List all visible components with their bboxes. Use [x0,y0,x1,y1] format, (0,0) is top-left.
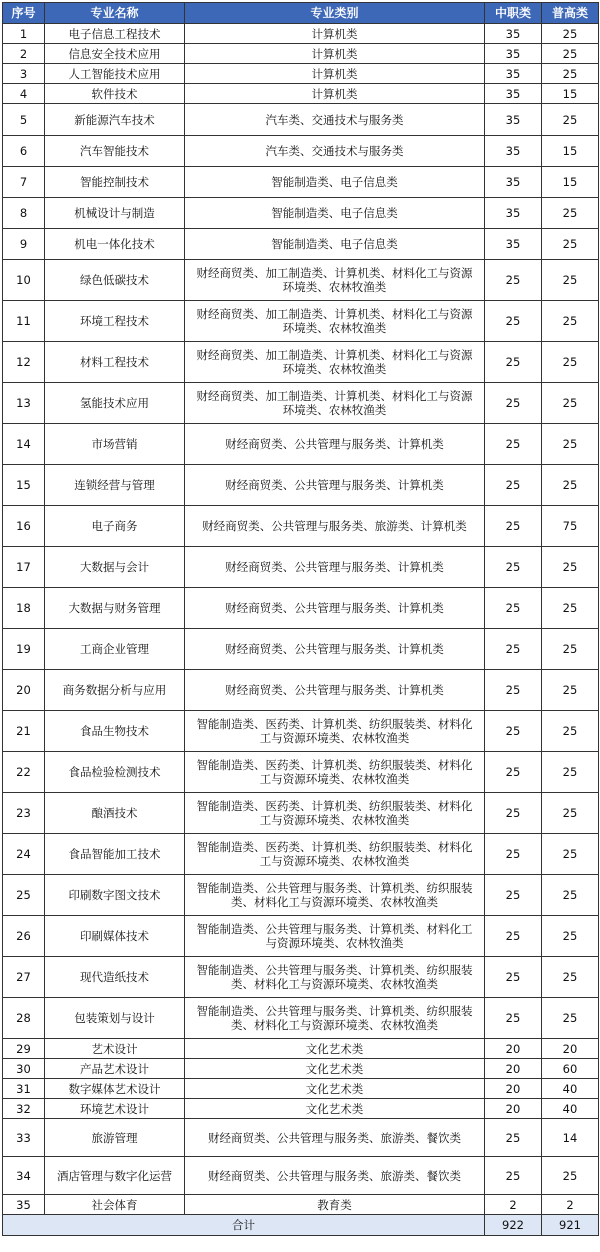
row-general: 25 [542,424,599,465]
row-major-category: 财经商贸类、公共管理与服务类、旅游类、餐饮类 [185,1119,485,1157]
row-index: 33 [3,1119,45,1157]
table-row [3,547,599,588]
table-row [3,1079,599,1099]
table-row [3,84,599,104]
row-major-category: 计算机类 [185,84,485,104]
row-major-category: 智能制造类、公共管理与服务类、计算机类、纺织服装类、材料化工与资源环境类、农林牧渔类 [185,998,485,1039]
row-major-category: 智能制造类、医药类、计算机类、纺织服装类、材料化工与资源环境类、农林牧渔类 [185,711,485,752]
table-row [3,711,599,752]
row-vocational: 35 [485,229,542,260]
table-row [3,629,599,670]
row-index: 14 [3,424,45,465]
row-general: 25 [542,793,599,834]
row-major-category: 财经商贸类、公共管理与服务类、旅游类、计算机类 [185,506,485,547]
row-index: 16 [3,506,45,547]
row-major-name: 连锁经营与管理 [45,465,185,506]
table-row [3,44,599,64]
row-general: 25 [542,834,599,875]
row-general: 25 [542,1157,599,1195]
row-major-name: 包装策划与设计 [45,998,185,1039]
row-general: 25 [542,342,599,383]
row-major-name: 印刷媒体技术 [45,916,185,957]
row-vocational: 35 [485,44,542,64]
row-index: 17 [3,547,45,588]
row-vocational: 25 [485,752,542,793]
row-major-category: 智能制造类、公共管理与服务类、计算机类、材料化工与资源环境类、农林牧渔类 [185,916,485,957]
row-general: 15 [542,84,599,104]
row-index: 10 [3,260,45,301]
total-vocational: 922 [485,1215,542,1236]
header-index: 序号 [3,3,45,24]
row-general: 60 [542,1059,599,1079]
row-major-category: 财经商贸类、公共管理与服务类、旅游类、餐饮类 [185,1157,485,1195]
row-vocational: 25 [485,465,542,506]
table-row [3,104,599,136]
table-row [3,465,599,506]
row-general: 2 [542,1195,599,1215]
row-vocational: 25 [485,998,542,1039]
row-vocational: 35 [485,24,542,44]
row-vocational: 25 [485,875,542,916]
row-major-category: 财经商贸类、公共管理与服务类、计算机类 [185,588,485,629]
row-general: 25 [542,301,599,342]
row-vocational: 20 [485,1079,542,1099]
row-index: 34 [3,1157,45,1195]
row-major-name: 氢能技术应用 [45,383,185,424]
row-index: 28 [3,998,45,1039]
row-index: 6 [3,136,45,167]
header-major-category: 专业类别 [185,3,485,24]
row-major-name: 酒店管理与数字化运营 [45,1157,185,1195]
row-general: 25 [542,752,599,793]
row-index: 1 [3,24,45,44]
row-major-name: 绿色低碳技术 [45,260,185,301]
table-row [3,260,599,301]
row-index: 9 [3,229,45,260]
row-major-name: 电子信息工程技术 [45,24,185,44]
table-row [3,229,599,260]
row-major-category: 财经商贸类、加工制造类、计算机类、材料化工与资源环境类、农林牧渔类 [185,301,485,342]
row-index: 21 [3,711,45,752]
row-vocational: 25 [485,260,542,301]
row-vocational: 25 [485,506,542,547]
row-major-category: 教育类 [185,1195,485,1215]
row-vocational: 35 [485,167,542,198]
row-vocational: 20 [485,1059,542,1079]
row-vocational: 35 [485,84,542,104]
row-major-name: 环境艺术设计 [45,1099,185,1119]
row-major-name: 机电一体化技术 [45,229,185,260]
row-index: 12 [3,342,45,383]
row-major-category: 智能制造类、电子信息类 [185,167,485,198]
row-general: 40 [542,1079,599,1099]
table-header-row [3,3,599,24]
row-index: 23 [3,793,45,834]
row-major-name: 产品艺术设计 [45,1059,185,1079]
table-row [3,64,599,84]
row-major-category: 财经商贸类、公共管理与服务类、计算机类 [185,670,485,711]
row-major-category: 财经商贸类、加工制造类、计算机类、材料化工与资源环境类、农林牧渔类 [185,383,485,424]
table-row [3,834,599,875]
row-index: 31 [3,1079,45,1099]
row-major-name: 现代造纸技术 [45,957,185,998]
row-major-category: 智能制造类、公共管理与服务类、计算机类、纺织服装类、材料化工与资源环境类、农林牧渔类 [185,957,485,998]
row-vocational: 25 [485,629,542,670]
row-vocational: 35 [485,104,542,136]
row-major-category: 计算机类 [185,64,485,84]
row-major-category: 文化艺术类 [185,1079,485,1099]
row-major-name: 软件技术 [45,84,185,104]
row-index: 24 [3,834,45,875]
row-index: 4 [3,84,45,104]
row-general: 25 [542,64,599,84]
row-vocational: 25 [485,1119,542,1157]
row-vocational: 35 [485,198,542,229]
table-body [3,24,599,1215]
row-major-name: 材料工程技术 [45,342,185,383]
header-vocational: 中职类 [485,3,542,24]
row-major-category: 文化艺术类 [185,1039,485,1059]
row-major-category: 文化艺术类 [185,1059,485,1079]
row-vocational: 20 [485,1099,542,1119]
row-general: 25 [542,104,599,136]
row-index: 32 [3,1099,45,1119]
row-index: 30 [3,1059,45,1079]
row-general: 25 [542,670,599,711]
row-general: 25 [542,547,599,588]
row-index: 8 [3,198,45,229]
row-major-category: 智能制造类、医药类、计算机类、纺织服装类、材料化工与资源环境类、农林牧渔类 [185,834,485,875]
row-major-name: 旅游管理 [45,1119,185,1157]
row-general: 15 [542,136,599,167]
row-major-category: 智能制造类、电子信息类 [185,198,485,229]
row-index: 35 [3,1195,45,1215]
row-major-category: 智能制造类、公共管理与服务类、计算机类、纺织服装类、材料化工与资源环境类、农林牧渔类 [185,875,485,916]
row-vocational: 25 [485,834,542,875]
row-vocational: 25 [485,1157,542,1195]
table-row [3,136,599,167]
row-major-name: 市场营销 [45,424,185,465]
row-general: 25 [542,588,599,629]
row-general: 15 [542,167,599,198]
row-general: 25 [542,629,599,670]
row-major-category: 财经商贸类、公共管理与服务类、计算机类 [185,424,485,465]
row-major-category: 汽车类、交通技术与服务类 [185,104,485,136]
table-row [3,916,599,957]
row-index: 29 [3,1039,45,1059]
row-vocational: 25 [485,342,542,383]
row-major-name: 印刷数字图文技术 [45,875,185,916]
table-row [3,1119,599,1157]
row-general: 25 [542,916,599,957]
row-vocational: 35 [485,136,542,167]
row-index: 3 [3,64,45,84]
table-row [3,342,599,383]
table-row [3,506,599,547]
row-major-name: 人工智能技术应用 [45,64,185,84]
table-row [3,383,599,424]
row-vocational: 25 [485,383,542,424]
row-major-name: 食品生物技术 [45,711,185,752]
row-index: 26 [3,916,45,957]
row-general: 25 [542,44,599,64]
row-vocational: 25 [485,793,542,834]
table-row [3,301,599,342]
row-major-category: 智能制造类、医药类、计算机类、纺织服装类、材料化工与资源环境类、农林牧渔类 [185,793,485,834]
row-major-name: 电子商务 [45,506,185,547]
row-index: 11 [3,301,45,342]
header-general: 普高类 [542,3,599,24]
row-general: 25 [542,24,599,44]
table-row [3,957,599,998]
row-vocational: 25 [485,588,542,629]
table-row [3,1195,599,1215]
row-major-category: 智能制造类、电子信息类 [185,229,485,260]
row-vocational: 25 [485,547,542,588]
row-index: 27 [3,957,45,998]
row-vocational: 2 [485,1195,542,1215]
row-index: 7 [3,167,45,198]
table-row [3,1059,599,1079]
row-major-name: 工商企业管理 [45,629,185,670]
row-vocational: 20 [485,1039,542,1059]
row-index: 25 [3,875,45,916]
table-row [3,670,599,711]
row-index: 19 [3,629,45,670]
row-major-name: 机械设计与制造 [45,198,185,229]
row-index: 15 [3,465,45,506]
header-major-name: 专业名称 [45,3,185,24]
row-major-category: 计算机类 [185,44,485,64]
table-row [3,1157,599,1195]
total-label: 合计 [3,1215,485,1236]
enrollment-table [2,2,599,1236]
table-row [3,167,599,198]
row-vocational: 25 [485,916,542,957]
row-vocational: 25 [485,301,542,342]
row-general: 25 [542,229,599,260]
row-major-category: 财经商贸类、公共管理与服务类、计算机类 [185,547,485,588]
row-vocational: 25 [485,711,542,752]
row-vocational: 25 [485,670,542,711]
table-row [3,875,599,916]
row-general: 75 [542,506,599,547]
table-row [3,588,599,629]
row-major-category: 汽车类、交通技术与服务类 [185,136,485,167]
total-row [3,1215,599,1236]
row-major-name: 新能源汽车技术 [45,104,185,136]
row-general: 25 [542,198,599,229]
row-major-category: 智能制造类、医药类、计算机类、纺织服装类、材料化工与资源环境类、农林牧渔类 [185,752,485,793]
row-index: 5 [3,104,45,136]
row-general: 25 [542,998,599,1039]
table-row [3,24,599,44]
total-general: 921 [542,1215,599,1236]
row-major-name: 艺术设计 [45,1039,185,1059]
table-row [3,1039,599,1059]
row-major-category: 财经商贸类、公共管理与服务类、计算机类 [185,465,485,506]
row-major-name: 信息安全技术应用 [45,44,185,64]
row-major-category: 财经商贸类、加工制造类、计算机类、材料化工与资源环境类、农林牧渔类 [185,260,485,301]
row-major-name: 食品智能加工技术 [45,834,185,875]
row-general: 25 [542,260,599,301]
row-major-name: 数字媒体艺术设计 [45,1079,185,1099]
row-major-name: 环境工程技术 [45,301,185,342]
row-major-category: 财经商贸类、加工制造类、计算机类、材料化工与资源环境类、农林牧渔类 [185,342,485,383]
row-vocational: 25 [485,424,542,465]
row-general: 25 [542,383,599,424]
row-major-category: 文化艺术类 [185,1099,485,1119]
row-major-name: 汽车智能技术 [45,136,185,167]
row-index: 22 [3,752,45,793]
row-general: 25 [542,711,599,752]
row-general: 25 [542,875,599,916]
row-major-name: 智能控制技术 [45,167,185,198]
row-index: 13 [3,383,45,424]
row-vocational: 35 [485,64,542,84]
row-major-name: 商务数据分析与应用 [45,670,185,711]
row-major-name: 大数据与会计 [45,547,185,588]
row-vocational: 25 [485,957,542,998]
row-general: 20 [542,1039,599,1059]
row-major-name: 大数据与财务管理 [45,588,185,629]
row-major-category: 计算机类 [185,24,485,44]
row-major-category: 财经商贸类、公共管理与服务类、计算机类 [185,629,485,670]
row-general: 25 [542,465,599,506]
row-general: 25 [542,957,599,998]
row-major-name: 食品检验检测技术 [45,752,185,793]
row-index: 18 [3,588,45,629]
row-major-name: 社会体育 [45,1195,185,1215]
row-general: 40 [542,1099,599,1119]
table-row [3,424,599,465]
table-row [3,998,599,1039]
row-index: 20 [3,670,45,711]
table-row [3,198,599,229]
table-row [3,793,599,834]
table-row [3,752,599,793]
table-row [3,1099,599,1119]
row-index: 2 [3,44,45,64]
row-general: 14 [542,1119,599,1157]
row-major-name: 酿酒技术 [45,793,185,834]
